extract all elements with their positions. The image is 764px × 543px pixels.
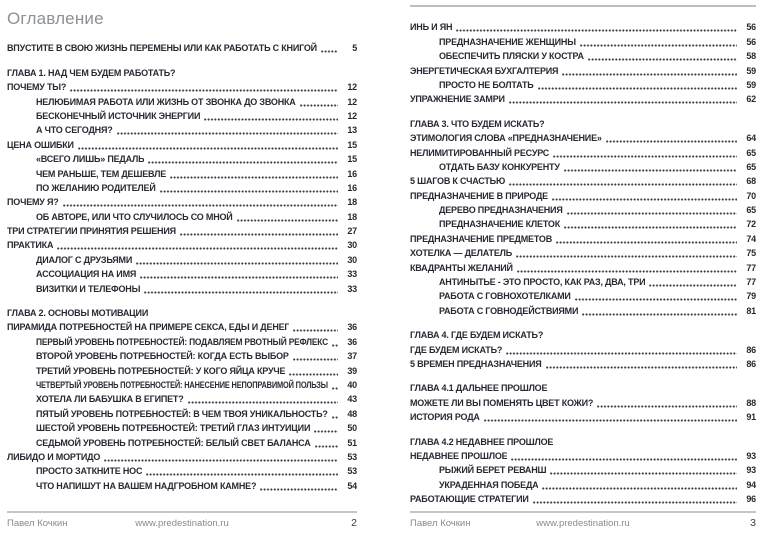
dot-leader: [546, 366, 737, 369]
toc-page-3: [410, 0, 756, 543]
footer-page-number: 2: [351, 517, 358, 529]
dot-leader: [237, 219, 338, 222]
toc-chapter-heading[interactable]: [410, 380, 756, 394]
toc-entry[interactable]: [7, 122, 357, 136]
toc-entry-label: ВТОРОЙ УРОВЕНЬ ПОТРЕБНОСТЕЙ: КОГДА ЕСТЬ ВЫБОР: [36, 351, 289, 362]
toc-entry[interactable]: [7, 151, 357, 165]
page-ref: 56: [746, 36, 756, 47]
page-ref: 27: [347, 226, 357, 237]
toc-entry-label: ПРЕДНАЗНАЧЕНИЕ В ПРИРОДЕ: [410, 190, 548, 201]
toc-entry-label: РЫЖИЙ БЕРЕТ РЕВАНШ: [439, 465, 547, 476]
toc-entry-label: ВПУСТИТЕ В СВОЮ ЖИЗНЬ ПЕРЕМЕНЫ ИЛИ КАК РАБОТАТЬ С КНИГОЙ: [7, 43, 317, 54]
dot-leader: [140, 276, 338, 279]
toc-entry[interactable]: [410, 274, 756, 288]
page-ref: 18: [347, 197, 357, 208]
toc-entry-label: РАБОТА С ГОВНОХОТЕЛКАМИ: [439, 291, 571, 302]
toc-entry[interactable]: [410, 202, 756, 216]
toc-entry[interactable]: [410, 448, 756, 462]
toc-entry[interactable]: [410, 62, 756, 76]
toc-entry-label: НЕЛЮБИМАЯ РАБОТА ИЛИ ЖИЗНЬ ОТ ЗВОНКА ДО ЗВОНКА: [36, 96, 296, 107]
toc-entry[interactable]: [410, 394, 756, 408]
toc-entry[interactable]: [7, 237, 357, 251]
dot-leader: [160, 190, 338, 193]
footer-author: Павел Кочкин: [410, 518, 471, 529]
toc-entry-label: ВИЗИТКИ И ТЕЛЕФОНЫ: [36, 283, 141, 294]
dot-leader: [289, 373, 338, 376]
toc-entry-label: ТРИ СТРАТЕГИИ ПРИНЯТИЯ РЕШЕНИЯ: [7, 226, 176, 237]
dot-leader: [517, 270, 737, 273]
toc-entry-label: ШЕСТОЙ УРОВЕНЬ ПОТРЕБНОСТЕЙ: ТРЕТИЙ ГЛАЗ ИНТУИЦИИ: [36, 423, 311, 434]
toc-chapter-heading[interactable]: [410, 433, 756, 447]
toc-entry-label: БЕСКОНЕЧНЫЙ ИСТОЧНИК ЭНЕРГИИ: [36, 110, 201, 121]
toc-entry-label: НЕДАВНЕЕ ПРОШЛОЕ: [410, 450, 508, 461]
toc-chapter-heading-label: ГЛАВА 4. ГДЕ БУДЕМ ИСКАТЬ?: [410, 330, 544, 341]
toc-entry[interactable]: [410, 341, 756, 355]
dot-leader: [550, 472, 737, 475]
dot-leader: [315, 445, 338, 448]
toc-chapter-heading[interactable]: [410, 327, 756, 341]
toc-entry-label: ПО ЖЕЛАНИЮ РОДИТЕЛЕЙ: [36, 182, 156, 193]
toc-entry-label: ПОЧЕМУ ТЫ?: [7, 82, 67, 93]
dot-leader: [188, 401, 338, 404]
toc-entry[interactable]: [7, 477, 357, 491]
toc-entry[interactable]: [410, 302, 756, 316]
toc-entry-label: УКРАДЕННАЯ ПОБЕДА: [439, 479, 539, 490]
toc-entry-label: 5 ВРЕМЕН ПРЕДНАЗНАЧЕНИЯ: [410, 358, 542, 369]
page-title: Оглавление: [7, 9, 104, 28]
dot-leader: [509, 101, 737, 104]
page-ref: 39: [347, 365, 357, 376]
toc-entry[interactable]: [410, 144, 756, 158]
toc-entry-label: ПЯТЫЙ УРОВЕНЬ ПОТРЕБНОСТЕЙ: В ЧЕМ ТВОЯ УНИКАЛЬНОСТЬ?: [36, 408, 328, 419]
toc-entry[interactable]: [7, 266, 357, 280]
dot-leader: [509, 183, 737, 186]
toc-entry[interactable]: [7, 463, 357, 477]
toc-entry-label: УПРАЖНЕНИЕ ЗАМРИ: [410, 94, 505, 105]
footer-site-link[interactable]: www.predestination.ru: [135, 518, 229, 529]
page-ref: 48: [347, 408, 357, 419]
toc-chapter-heading-label: ГЛАВА 2. ОСНОВЫ МОТИВАЦИИ: [7, 308, 149, 319]
toc-entry-label: «ВСЕГО ЛИШЬ» ПЕДАЛЬ: [36, 154, 145, 165]
toc-entry[interactable]: [410, 491, 756, 505]
toc-section: [410, 327, 756, 370]
dot-leader: [556, 241, 737, 244]
toc-entry[interactable]: [410, 476, 756, 490]
toc-entry[interactable]: [7, 194, 357, 208]
toc-entry[interactable]: [7, 40, 357, 54]
toc-chapter-heading-label: ГЛАВА 4.1 ДАЛЬНЕЕ ПРОШЛОЕ: [410, 383, 548, 394]
toc-entry-label: ЧЕМ РАНЬШЕ, ТЕМ ДЕШЕВЛЕ: [36, 168, 167, 179]
page-ref: 18: [347, 211, 357, 222]
page-ref: 77: [746, 262, 756, 273]
page-ref: 59: [746, 65, 756, 76]
toc-entry[interactable]: [410, 48, 756, 62]
toc-entry[interactable]: [410, 19, 756, 33]
dot-leader: [321, 50, 338, 53]
dot-leader: [57, 247, 338, 250]
toc-entry-label: ЦЕНА ОШИБКИ: [7, 139, 74, 150]
page-ref: 64: [746, 133, 756, 144]
toc-chapter-heading[interactable]: [7, 305, 357, 319]
toc-chapter-heading[interactable]: [410, 115, 756, 129]
page-ref: 70: [746, 190, 756, 201]
page-ref: 33: [347, 283, 357, 294]
page-ref: 36: [347, 322, 357, 333]
footer-site-link[interactable]: www.predestination.ru: [536, 518, 630, 529]
toc-page-2: [7, 0, 357, 543]
dot-leader: [260, 488, 338, 491]
toc-entry-label: ДИАЛОГ С ДРУЗЬЯМИ: [36, 254, 133, 265]
header-rule: [410, 5, 756, 7]
dot-leader: [562, 73, 737, 76]
toc-section: [7, 305, 357, 492]
toc-entry-label: ТРЕТИЙ УРОВЕНЬ ПОТРЕБНОСТЕЙ: У КОГО ЯЙЦА КРУЧЕ: [36, 365, 286, 376]
toc-entry-label: ОТДАТЬ БАЗУ КОНКУРЕНТУ: [439, 161, 560, 172]
toc-entry-label: ЧЕТВЕРТЫЙ УРОВЕНЬ ПОТРЕБНОСТЕЙ: НАНЕСЕНИЕ НЕПОПРАВИМОЙ ПОЛЬЗЫ: [36, 379, 328, 390]
dot-leader: [144, 291, 338, 294]
dot-leader: [580, 44, 737, 47]
dot-leader: [293, 358, 338, 361]
toc-entry[interactable]: [410, 173, 756, 187]
page-ref: 81: [746, 305, 756, 316]
toc-entry-label: ПЕРВЫЙ УРОВЕНЬ ПОТРЕБНОСТЕЙ: ПОДАВЛЯЕМ РВОТНЫЙ РЕФЛЕКС: [36, 336, 328, 347]
toc-chapter-heading-label: ГЛАВА 1. НАД ЧЕМ БУДЕМ РАБОТАТЬ?: [7, 67, 176, 78]
toc-entry[interactable]: [7, 377, 357, 391]
page-ref: 12: [347, 82, 357, 93]
page-ref: 96: [746, 494, 756, 505]
toc-entry-label: ОБ АВТОРЕ, ИЛИ ЧТО СЛУЧИЛОСЬ СО МНОЙ: [36, 211, 233, 222]
dot-leader: [588, 58, 737, 61]
toc-entry-label: ПРОСТО ЗАТКНИТЕ НОС: [36, 466, 143, 477]
toc-entry-label: ПРАКТИКА: [7, 240, 54, 251]
toc-entry[interactable]: [7, 180, 357, 194]
dot-leader: [582, 313, 737, 316]
page-ref: 91: [746, 412, 756, 423]
dot-leader: [552, 198, 737, 201]
toc-entry-label: ПРЕДНАЗНАЧЕНИЕ КЛЕТОК: [439, 219, 561, 230]
dot-leader: [136, 262, 338, 265]
toc-entry[interactable]: [410, 77, 756, 91]
toc-entry[interactable]: [7, 93, 357, 107]
toc-entry-label: ПРЕДНАЗНАЧЕНИЕ ЖЕНЩИНЫ: [439, 36, 576, 47]
toc-chapter-heading[interactable]: [7, 64, 357, 78]
toc-chapter-heading-label: ГЛАВА 4.2 НЕДАВНЕЕ ПРОШЛОЕ: [410, 436, 554, 447]
page-ref: 86: [746, 344, 756, 355]
page-ref: 79: [746, 291, 756, 302]
dot-leader: [516, 255, 737, 258]
toc-entry-label: А ЧТО СЕГОДНЯ?: [36, 125, 113, 136]
toc-entry[interactable]: [7, 108, 357, 122]
toc-entry-label: СЕДЬМОЙ УРОВЕНЬ ПОТРЕБНОСТЕЙ: БЕЛЫЙ СВЕТ БАЛАНСА: [36, 437, 311, 448]
page-ref: 40: [347, 379, 357, 390]
dot-leader: [314, 430, 338, 433]
footer-page-number: 3: [750, 517, 756, 529]
toc-entry[interactable]: [410, 91, 756, 105]
dot-leader: [63, 204, 338, 207]
page-ref: 93: [746, 465, 756, 476]
page-ref: 62: [746, 94, 756, 105]
page-ref: 65: [746, 205, 756, 216]
dot-leader: [104, 459, 338, 462]
page-ref: 15: [347, 139, 357, 150]
dot-leader: [78, 147, 338, 150]
toc-entry-label: ИСТОРИЯ РОДА: [410, 412, 480, 423]
page-ref: 93: [746, 450, 756, 461]
dot-leader: [146, 473, 338, 476]
page-ref: 16: [347, 182, 357, 193]
dot-leader: [148, 161, 338, 164]
toc-entry[interactable]: [7, 333, 357, 347]
dot-leader: [180, 233, 338, 236]
page-ref: 15: [347, 154, 357, 165]
page-ref: 12: [347, 96, 357, 107]
toc-entry-label: ХОТЕЛКА — ДЕЛАТЕЛЬ: [410, 248, 513, 259]
page-ref: 13: [347, 125, 357, 136]
toc-entry-label: НЕЛИМИТИРОВАННЫЙ РЕСУРС: [410, 147, 550, 158]
page-ref: 33: [347, 269, 357, 280]
toc-section: [7, 40, 357, 54]
page-footer-right: [410, 511, 756, 529]
toc-entry-label: ЛИБИДО И МОРТИДО: [7, 451, 101, 462]
toc-entry[interactable]: [7, 420, 357, 434]
dot-leader: [564, 226, 737, 229]
page-footer-left: [7, 511, 357, 529]
toc-section: [410, 115, 756, 316]
toc-entry-label: ОБЕСПЕЧИТЬ ПЛЯСКИ У КОСТРА: [439, 51, 584, 62]
toc-section: [7, 64, 357, 294]
footer-author: Павел Кочкин: [7, 518, 68, 529]
page-ref: 68: [746, 176, 756, 187]
toc-entry[interactable]: [410, 187, 756, 201]
toc-entry[interactable]: [7, 434, 357, 448]
toc-entry-label: ПИРАМИДА ПОТРЕБНОСТЕЙ НА ПРИМЕРЕ СЕКСА, ЕДЫ И ДЕНЕГ: [7, 322, 290, 333]
toc-entry-label: ХОТЕЛА ЛИ БАБУШКА В ЕГИПЕТ?: [36, 394, 184, 405]
dot-leader: [511, 458, 737, 461]
toc-section: [410, 19, 756, 105]
toc-entry[interactable]: [7, 165, 357, 179]
page-ref: 65: [746, 147, 756, 158]
toc-entry-label: 5 ШАГОВ К СЧАСТЬЮ: [410, 176, 506, 187]
dot-leader: [70, 89, 338, 92]
toc-section: [410, 380, 756, 423]
page-ref: 94: [746, 479, 756, 490]
page-ref: 86: [746, 358, 756, 369]
toc-entry[interactable]: [7, 208, 357, 222]
toc-entry[interactable]: [410, 409, 756, 423]
page-ref: 58: [746, 51, 756, 62]
dot-leader: [170, 176, 338, 179]
toc-entry-label: РАБОТАЮЩИЕ СТРАТЕГИИ: [410, 494, 529, 505]
toc-entry-label: КВАДРАНТЫ ЖЕЛАНИЙ: [410, 262, 513, 273]
toc-entry[interactable]: [7, 79, 357, 93]
dot-leader: [484, 419, 737, 422]
dot-leader: [575, 298, 737, 301]
toc-entry-label: ИНЬ И ЯН: [410, 22, 453, 33]
page-ref: 65: [746, 161, 756, 172]
page-ref: 30: [347, 240, 357, 251]
toc-entry-label: ДЕРЕВО ПРЕДНАЗНАЧЕНИЯ: [439, 205, 563, 216]
dot-leader: [564, 169, 737, 172]
page-ref: 59: [746, 79, 756, 90]
dot-leader: [567, 212, 737, 215]
dot-leader: [332, 344, 338, 347]
toc-entry[interactable]: [7, 348, 357, 362]
page-ref: 12: [347, 110, 357, 121]
dot-leader: [506, 352, 737, 355]
page-ref: 74: [746, 233, 756, 244]
toc-entry[interactable]: [410, 356, 756, 370]
page-ref: 53: [347, 466, 357, 477]
dot-leader: [606, 140, 737, 143]
page-ref: 77: [746, 277, 756, 288]
toc-entry-label: МОЖЕТЕ ЛИ ВЫ ПОМЕНЯТЬ ЦВЕТ КОЖИ?: [410, 397, 594, 408]
dot-leader: [332, 416, 338, 419]
page-ref: 72: [746, 219, 756, 230]
page-ref: 43: [347, 394, 357, 405]
page-ref: 30: [347, 254, 357, 265]
toc-entry-label: РАБОТА С ГОВНОДЕЙСТВИЯМИ: [439, 305, 579, 316]
toc-entry-label: АНТИНЫТЬЕ - ЭТО ПРОСТО, КАК РАЗ, ДВА, ТРИ: [439, 277, 646, 288]
toc-entry-label: ЭТИМОЛОГИЯ СЛОВА «ПРЕДНАЗНАЧЕНИЕ»: [410, 133, 602, 144]
page-ref: 75: [746, 248, 756, 259]
page-ref: 54: [347, 480, 357, 491]
toc-entry[interactable]: [410, 288, 756, 302]
toc-entry[interactable]: [7, 449, 357, 463]
dot-leader: [649, 284, 737, 287]
toc-entry-label: ЭНЕРГЕТИЧЕСКАЯ БУХГАЛТЕРИЯ: [410, 65, 559, 76]
toc-entry[interactable]: [7, 362, 357, 376]
dot-leader: [300, 104, 338, 107]
page-ref: 50: [347, 423, 357, 434]
toc-entry[interactable]: [7, 391, 357, 405]
toc-entry[interactable]: [7, 223, 357, 237]
dot-leader: [332, 387, 338, 390]
toc-entry[interactable]: [7, 251, 357, 265]
toc-list-left: [7, 40, 357, 492]
dot-leader: [456, 29, 737, 32]
toc-entry[interactable]: [410, 159, 756, 173]
dot-leader: [542, 487, 737, 490]
toc-entry-label: ПРОСТО НЕ БОЛТАТЬ: [439, 79, 534, 90]
toc-entry[interactable]: [410, 259, 756, 273]
toc-entry[interactable]: [7, 319, 357, 333]
dot-leader: [538, 87, 737, 90]
toc-entry[interactable]: [410, 130, 756, 144]
toc-entry-label: ПОЧЕМУ Я?: [7, 197, 59, 208]
toc-entry-label: АССОЦИАЦИЯ НА ИМЯ: [36, 269, 137, 280]
toc-entry[interactable]: [7, 405, 357, 419]
page-ref: 16: [347, 168, 357, 179]
dot-leader: [553, 155, 737, 158]
page-ref: 36: [347, 336, 357, 347]
toc-entry[interactable]: [7, 280, 357, 294]
dot-leader: [117, 132, 338, 135]
toc-entry[interactable]: [410, 230, 756, 244]
page-ref: 5: [352, 43, 357, 54]
dot-leader: [533, 501, 737, 504]
toc-entry-label: ГДЕ БУДЕМ ИСКАТЬ?: [410, 344, 503, 355]
toc-entry[interactable]: [410, 216, 756, 230]
toc-entry-label: ПРЕДНАЗНАЧЕНИЕ ПРЕДМЕТОВ: [410, 233, 552, 244]
dot-leader: [204, 118, 338, 121]
page-ref: 88: [746, 397, 756, 408]
toc-entry[interactable]: [410, 462, 756, 476]
toc-chapter-heading-label: ГЛАВА 3. ЧТО БУДЕМ ИСКАТЬ?: [410, 118, 545, 129]
toc-entry[interactable]: [7, 136, 357, 150]
dot-leader: [597, 405, 737, 408]
page-ref: 51: [347, 437, 357, 448]
toc-entry[interactable]: [410, 33, 756, 47]
page-ref: 53: [347, 451, 357, 462]
page-ref: 37: [347, 351, 357, 362]
toc-entry-label: ЧТО НАПИШУТ НА ВАШЕМ НАДГРОБНОМ КАМНЕ?: [36, 480, 257, 491]
toc-list-right: [410, 19, 756, 505]
dot-leader: [293, 329, 338, 332]
toc-section: [410, 433, 756, 505]
page-ref: 56: [746, 22, 756, 33]
toc-entry[interactable]: [410, 245, 756, 259]
